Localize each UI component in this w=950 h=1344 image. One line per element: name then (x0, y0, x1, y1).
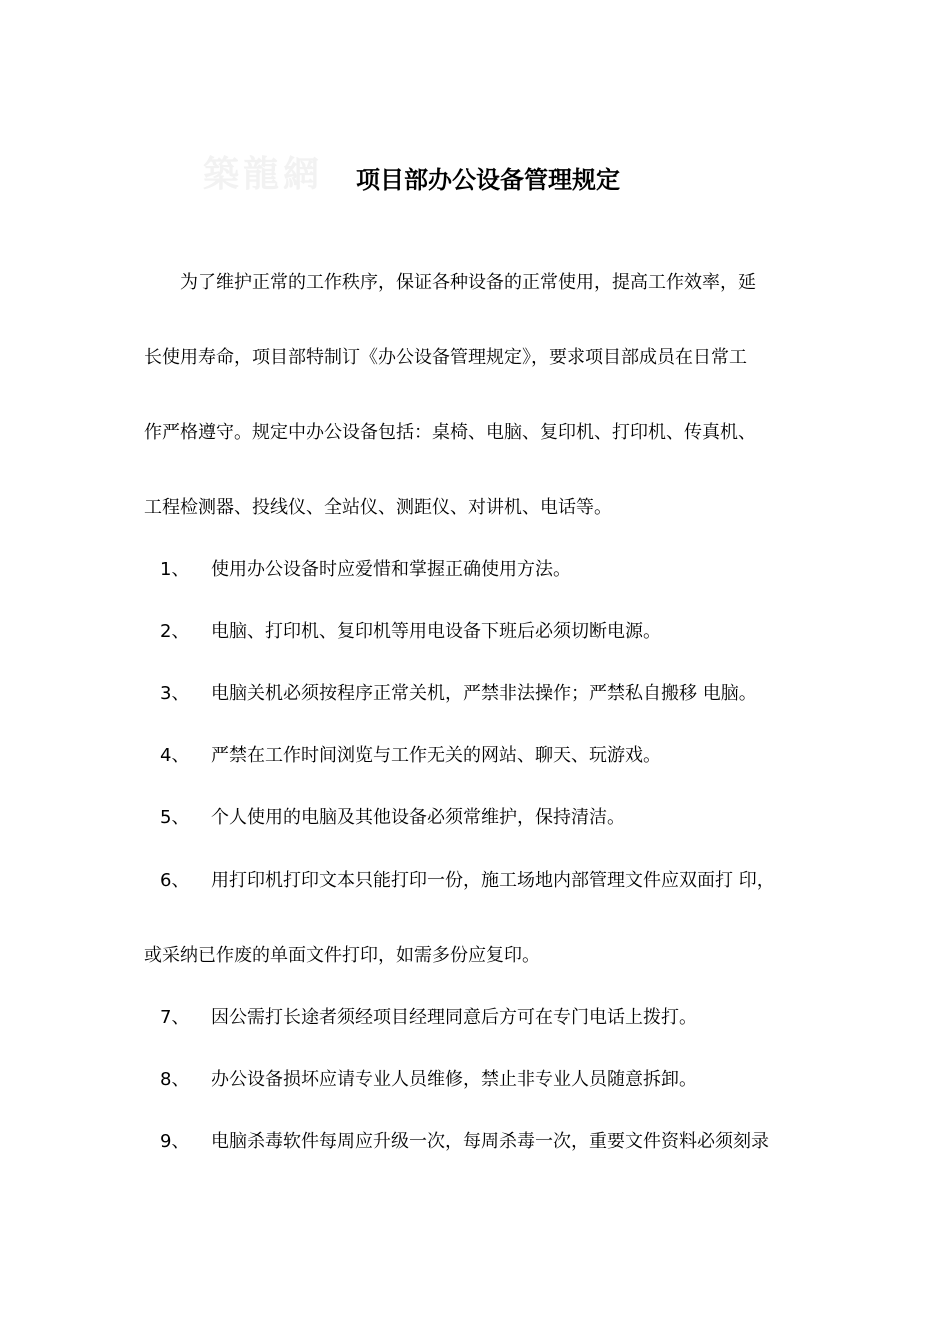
watermark-logo: 築龍網 (203, 153, 324, 195)
intro-line-3: 作严格遵守。规定中办公设备包括：桌椅、电脑、复印机、打印机、传真机、 (144, 422, 756, 443)
item-number-7: 7、 (160, 1007, 190, 1028)
item-text-1: 使用办公设备时应爱惜和掌握正确使用方法。 (211, 559, 571, 580)
item-text-7: 因公需打长途者须经项目经理同意后方可在专门电话上拨打。 (211, 1007, 697, 1028)
item-text-2: 电脑、打印机、复印机等用电设备下班后必须切断电源。 (211, 621, 661, 642)
item-text-4: 严禁在工作时间浏览与工作无关的网站、聊天、玩游戏。 (211, 745, 661, 766)
item-number-9: 9、 (160, 1131, 190, 1152)
intro-line-1: 为了维护正常的工作秩序，保证各种设备的正常使用，提高工作效率，延 (180, 272, 756, 293)
item-text-6: 用打印机打印文本只能打印一份，施工场地内部管理文件应双面打 印， (211, 870, 775, 891)
item-text-9: 电脑杀毒软件每周应升级一次，每周杀毒一次，重要文件资料必须刻录 (211, 1131, 769, 1152)
item-text-8: 办公设备损坏应请专业人员维修，禁止非专业人员随意拆卸。 (211, 1069, 697, 1090)
item-number-6: 6、 (160, 870, 190, 891)
item-text-5: 个人使用的电脑及其他设备必须常维护，保持清洁。 (211, 807, 625, 828)
item-number-1: 1、 (160, 559, 190, 580)
item-number-2: 2、 (160, 621, 190, 642)
document-title: 项目部办公设备管理规定 (356, 166, 620, 194)
item-text-6-continuation: 或采纳已作废的单面文件打印，如需多份应复印。 (144, 945, 540, 966)
intro-line-2: 长使用寿命，项目部特制订《办公设备管理规定》，要求项目部成员在日常工 (144, 347, 747, 368)
item-number-8: 8、 (160, 1069, 190, 1090)
item-number-4: 4、 (160, 745, 190, 766)
intro-line-4: 工程检测器、投线仪、全站仪、测距仪、对讲机、电话等。 (144, 497, 612, 518)
item-number-5: 5、 (160, 807, 190, 828)
item-text-3: 电脑关机必须按程序正常关机，严禁非法操作；严禁私自搬移 电脑。 (211, 683, 757, 704)
item-number-3: 3、 (160, 683, 190, 704)
